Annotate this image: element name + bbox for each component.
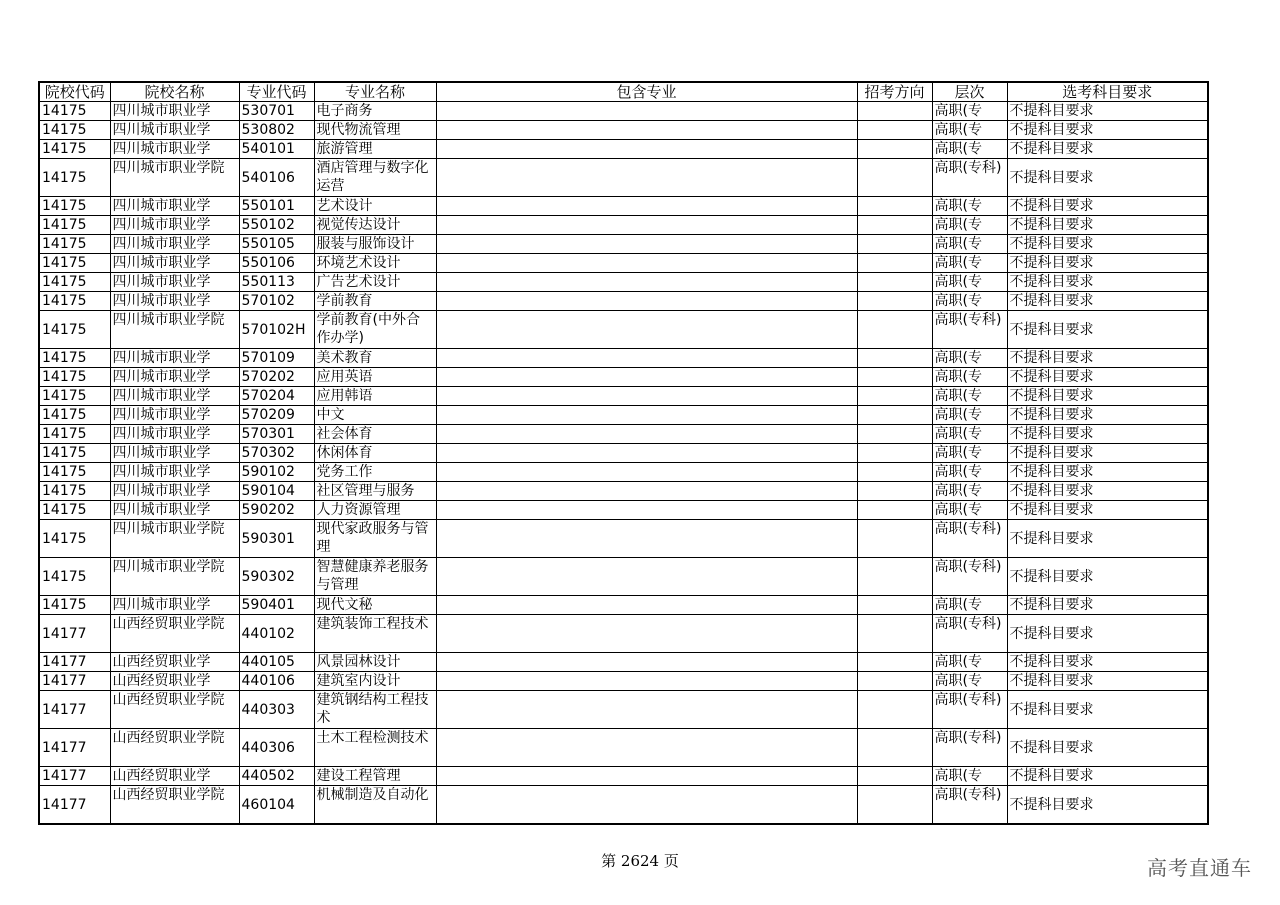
cell-major-code: 440306 xyxy=(239,729,314,767)
cell-school-name: 四川城市职业学 xyxy=(110,425,239,444)
cell-subject-requirement: 不提科目要求 xyxy=(1007,387,1208,406)
cell-school-name: 四川城市职业学 xyxy=(110,463,239,482)
cell-school-name: 四川城市职业学 xyxy=(110,292,239,311)
cell-direction xyxy=(857,482,932,501)
cell-level: 高职(专科) xyxy=(932,159,1007,197)
cell-major-name: 党务工作 xyxy=(314,463,436,482)
cell-direction xyxy=(857,463,932,482)
cell-major-name: 电子商务 xyxy=(314,102,436,121)
cell-direction xyxy=(857,558,932,596)
table-row xyxy=(39,159,1208,197)
cell-school-name: 四川城市职业学院 xyxy=(110,558,239,596)
header-subject-requirement: 选考科目要求 xyxy=(1007,82,1208,102)
cell-direction xyxy=(857,254,932,273)
cell-included-majors xyxy=(436,311,857,349)
cell-school-code: 14177 xyxy=(39,729,110,767)
cell-included-majors xyxy=(436,653,857,672)
cell-major-code: 570202 xyxy=(239,368,314,387)
cell-major-code: 590401 xyxy=(239,596,314,615)
table-row xyxy=(39,102,1208,121)
cell-school-code: 14175 xyxy=(39,596,110,615)
cell-major-code: 570302 xyxy=(239,444,314,463)
cell-included-majors xyxy=(436,387,857,406)
cell-school-name: 四川城市职业学 xyxy=(110,235,239,254)
table-row xyxy=(39,349,1208,368)
cell-school-name: 山西经贸职业学 xyxy=(110,653,239,672)
cell-major-code: 570102H xyxy=(239,311,314,349)
table-row xyxy=(39,729,1208,767)
cell-included-majors xyxy=(436,102,857,121)
cell-major-code: 550102 xyxy=(239,216,314,235)
cell-direction xyxy=(857,767,932,786)
cell-level: 高职(专 xyxy=(932,216,1007,235)
cell-major-name: 土木工程检测技术 xyxy=(314,729,436,767)
cell-school-code: 14175 xyxy=(39,102,110,121)
cell-major-name: 艺术设计 xyxy=(314,197,436,216)
cell-major-name: 人力资源管理 xyxy=(314,501,436,520)
cell-included-majors xyxy=(436,368,857,387)
cell-school-code: 14175 xyxy=(39,501,110,520)
cell-school-code: 14175 xyxy=(39,482,110,501)
table-row xyxy=(39,254,1208,273)
cell-school-code: 14175 xyxy=(39,216,110,235)
cell-direction xyxy=(857,159,932,197)
cell-subject-requirement: 不提科目要求 xyxy=(1007,425,1208,444)
cell-major-name: 社区管理与服务 xyxy=(314,482,436,501)
cell-direction xyxy=(857,197,932,216)
cell-included-majors xyxy=(436,197,857,216)
cell-school-code: 14175 xyxy=(39,463,110,482)
cell-school-code: 14175 xyxy=(39,520,110,558)
header-major-code: 专业代码 xyxy=(239,82,314,102)
cell-included-majors xyxy=(436,349,857,368)
cell-subject-requirement: 不提科目要求 xyxy=(1007,653,1208,672)
cell-level: 高职(专 xyxy=(932,482,1007,501)
cell-school-code: 14175 xyxy=(39,558,110,596)
cell-major-code: 440106 xyxy=(239,672,314,691)
cell-level: 高职(专 xyxy=(932,273,1007,292)
cell-school-name: 山西经贸职业学院 xyxy=(110,691,239,729)
cell-direction xyxy=(857,729,932,767)
table-row xyxy=(39,425,1208,444)
cell-included-majors xyxy=(436,520,857,558)
cell-level: 高职(专 xyxy=(932,425,1007,444)
cell-included-majors xyxy=(436,235,857,254)
cell-level: 高职(专 xyxy=(932,501,1007,520)
header-included-majors: 包含专业 xyxy=(436,82,857,102)
cell-subject-requirement: 不提科目要求 xyxy=(1007,520,1208,558)
cell-school-code: 14177 xyxy=(39,615,110,653)
cell-school-name: 四川城市职业学 xyxy=(110,121,239,140)
cell-major-code: 590202 xyxy=(239,501,314,520)
table-row xyxy=(39,121,1208,140)
cell-major-code: 530701 xyxy=(239,102,314,121)
table-row xyxy=(39,235,1208,254)
cell-major-code: 570204 xyxy=(239,387,314,406)
watermark-logo-text: 高考直通车 xyxy=(1147,856,1252,880)
cell-major-name: 环境艺术设计 xyxy=(314,254,436,273)
cell-included-majors xyxy=(436,254,857,273)
cell-major-code: 440502 xyxy=(239,767,314,786)
cell-major-name: 现代物流管理 xyxy=(314,121,436,140)
cell-included-majors xyxy=(436,121,857,140)
cell-subject-requirement: 不提科目要求 xyxy=(1007,216,1208,235)
cell-major-name: 美术教育 xyxy=(314,349,436,368)
cell-subject-requirement: 不提科目要求 xyxy=(1007,292,1208,311)
header-major-name: 专业名称 xyxy=(314,82,436,102)
cell-level: 高职(专科) xyxy=(932,729,1007,767)
cell-school-name: 山西经贸职业学 xyxy=(110,767,239,786)
cell-school-code: 14175 xyxy=(39,444,110,463)
cell-included-majors xyxy=(436,406,857,425)
admission-table xyxy=(38,81,1209,825)
cell-school-code: 14175 xyxy=(39,292,110,311)
table-row xyxy=(39,273,1208,292)
cell-school-code: 14175 xyxy=(39,387,110,406)
cell-subject-requirement: 不提科目要求 xyxy=(1007,197,1208,216)
cell-major-name: 酒店管理与数字化运营 xyxy=(314,159,436,197)
cell-school-code: 14175 xyxy=(39,235,110,254)
cell-major-name: 旅游管理 xyxy=(314,140,436,159)
cell-level: 高职(专 xyxy=(932,368,1007,387)
cell-level: 高职(专科) xyxy=(932,691,1007,729)
cell-subject-requirement: 不提科目要求 xyxy=(1007,729,1208,767)
cell-school-name: 山西经贸职业学院 xyxy=(110,729,239,767)
page-number: 第 2624 页 xyxy=(601,852,679,870)
cell-subject-requirement: 不提科目要求 xyxy=(1007,482,1208,501)
cell-major-name: 学前教育 xyxy=(314,292,436,311)
cell-major-name: 风景园林设计 xyxy=(314,653,436,672)
cell-school-name: 山西经贸职业学 xyxy=(110,672,239,691)
cell-included-majors xyxy=(436,786,857,825)
cell-school-name: 山西经贸职业学院 xyxy=(110,615,239,653)
cell-school-name: 四川城市职业学院 xyxy=(110,520,239,558)
cell-major-name: 应用韩语 xyxy=(314,387,436,406)
cell-included-majors xyxy=(436,501,857,520)
cell-included-majors xyxy=(436,216,857,235)
cell-school-code: 14177 xyxy=(39,691,110,729)
cell-level: 高职(专 xyxy=(932,672,1007,691)
cell-subject-requirement: 不提科目要求 xyxy=(1007,463,1208,482)
cell-major-code: 570102 xyxy=(239,292,314,311)
cell-major-code: 590302 xyxy=(239,558,314,596)
header-direction: 招考方向 xyxy=(857,82,932,102)
cell-subject-requirement: 不提科目要求 xyxy=(1007,767,1208,786)
cell-major-code: 440102 xyxy=(239,615,314,653)
cell-included-majors xyxy=(436,767,857,786)
header-school-code: 院校代码 xyxy=(39,82,110,102)
cell-school-code: 14175 xyxy=(39,140,110,159)
cell-direction xyxy=(857,406,932,425)
table-row xyxy=(39,292,1208,311)
cell-level: 高职(专 xyxy=(932,349,1007,368)
cell-subject-requirement: 不提科目要求 xyxy=(1007,368,1208,387)
cell-major-code: 460104 xyxy=(239,786,314,825)
cell-school-name: 四川城市职业学 xyxy=(110,216,239,235)
table-row xyxy=(39,653,1208,672)
cell-direction xyxy=(857,273,932,292)
cell-school-name: 四川城市职业学 xyxy=(110,102,239,121)
cell-school-code: 14175 xyxy=(39,159,110,197)
cell-level: 高职(专 xyxy=(932,463,1007,482)
header-school-name: 院校名称 xyxy=(110,82,239,102)
cell-level: 高职(专科) xyxy=(932,615,1007,653)
table-row xyxy=(39,615,1208,653)
cell-major-name: 现代文秘 xyxy=(314,596,436,615)
cell-included-majors xyxy=(436,482,857,501)
cell-subject-requirement: 不提科目要求 xyxy=(1007,406,1208,425)
table-row xyxy=(39,444,1208,463)
cell-included-majors xyxy=(436,444,857,463)
cell-school-name: 四川城市职业学 xyxy=(110,444,239,463)
cell-school-name: 四川城市职业学 xyxy=(110,596,239,615)
cell-direction xyxy=(857,501,932,520)
table-row xyxy=(39,558,1208,596)
cell-level: 高职(专 xyxy=(932,767,1007,786)
cell-subject-requirement: 不提科目要求 xyxy=(1007,311,1208,349)
cell-school-code: 14175 xyxy=(39,425,110,444)
cell-school-name: 四川城市职业学 xyxy=(110,273,239,292)
cell-major-code: 440105 xyxy=(239,653,314,672)
cell-level: 高职(专科) xyxy=(932,558,1007,596)
cell-included-majors xyxy=(436,425,857,444)
cell-school-name: 四川城市职业学 xyxy=(110,387,239,406)
cell-included-majors xyxy=(436,615,857,653)
table-header-row xyxy=(39,82,1208,102)
cell-school-code: 14177 xyxy=(39,786,110,825)
table-row xyxy=(39,197,1208,216)
table-row xyxy=(39,406,1208,425)
cell-major-code: 590104 xyxy=(239,482,314,501)
table-row xyxy=(39,387,1208,406)
cell-school-name: 四川城市职业学 xyxy=(110,254,239,273)
cell-school-code: 14175 xyxy=(39,254,110,273)
cell-major-code: 540101 xyxy=(239,140,314,159)
cell-school-name: 四川城市职业学 xyxy=(110,197,239,216)
cell-subject-requirement: 不提科目要求 xyxy=(1007,444,1208,463)
cell-level: 高职(专 xyxy=(932,387,1007,406)
table-row xyxy=(39,368,1208,387)
cell-school-code: 14177 xyxy=(39,653,110,672)
table-body xyxy=(39,102,1208,825)
table-row xyxy=(39,520,1208,558)
table-row xyxy=(39,596,1208,615)
cell-school-code: 14175 xyxy=(39,349,110,368)
cell-direction xyxy=(857,653,932,672)
cell-included-majors xyxy=(436,292,857,311)
cell-major-name: 视觉传达设计 xyxy=(314,216,436,235)
cell-major-code: 590102 xyxy=(239,463,314,482)
cell-school-code: 14177 xyxy=(39,672,110,691)
cell-major-name: 广告艺术设计 xyxy=(314,273,436,292)
cell-major-code: 590301 xyxy=(239,520,314,558)
cell-major-name: 社会体育 xyxy=(314,425,436,444)
cell-subject-requirement: 不提科目要求 xyxy=(1007,615,1208,653)
cell-included-majors xyxy=(436,273,857,292)
cell-major-name: 现代家政服务与管理 xyxy=(314,520,436,558)
cell-subject-requirement: 不提科目要求 xyxy=(1007,140,1208,159)
cell-direction xyxy=(857,596,932,615)
cell-school-name: 四川城市职业学 xyxy=(110,501,239,520)
cell-major-name: 建筑装饰工程技术 xyxy=(314,615,436,653)
cell-level: 高职(专 xyxy=(932,140,1007,159)
table-row xyxy=(39,140,1208,159)
cell-direction xyxy=(857,425,932,444)
cell-major-code: 540106 xyxy=(239,159,314,197)
cell-subject-requirement: 不提科目要求 xyxy=(1007,102,1208,121)
cell-level: 高职(专 xyxy=(932,121,1007,140)
table-row xyxy=(39,482,1208,501)
cell-school-code: 14175 xyxy=(39,121,110,140)
cell-direction xyxy=(857,615,932,653)
cell-subject-requirement: 不提科目要求 xyxy=(1007,121,1208,140)
cell-school-code: 14175 xyxy=(39,406,110,425)
cell-direction xyxy=(857,368,932,387)
cell-major-code: 530802 xyxy=(239,121,314,140)
cell-school-name: 山西经贸职业学院 xyxy=(110,786,239,825)
cell-level: 高职(专科) xyxy=(932,786,1007,825)
cell-included-majors xyxy=(436,558,857,596)
cell-level: 高职(专科) xyxy=(932,520,1007,558)
cell-direction xyxy=(857,444,932,463)
cell-level: 高职(专 xyxy=(932,102,1007,121)
cell-subject-requirement: 不提科目要求 xyxy=(1007,672,1208,691)
cell-school-code: 14177 xyxy=(39,767,110,786)
cell-direction xyxy=(857,140,932,159)
table-row xyxy=(39,691,1208,729)
cell-school-code: 14175 xyxy=(39,273,110,292)
cell-school-name: 四川城市职业学院 xyxy=(110,159,239,197)
cell-school-code: 14175 xyxy=(39,368,110,387)
cell-direction xyxy=(857,520,932,558)
cell-school-name: 四川城市职业学 xyxy=(110,140,239,159)
table-row xyxy=(39,786,1208,825)
table-row xyxy=(39,311,1208,349)
cell-level: 高职(专 xyxy=(932,292,1007,311)
cell-school-name: 四川城市职业学 xyxy=(110,349,239,368)
cell-direction xyxy=(857,387,932,406)
cell-major-name: 休闲体育 xyxy=(314,444,436,463)
cell-level: 高职(专 xyxy=(932,197,1007,216)
cell-major-name: 学前教育(中外合作办学) xyxy=(314,311,436,349)
cell-direction xyxy=(857,121,932,140)
cell-major-code: 570301 xyxy=(239,425,314,444)
cell-subject-requirement: 不提科目要求 xyxy=(1007,558,1208,596)
cell-major-code: 550105 xyxy=(239,235,314,254)
cell-school-code: 14175 xyxy=(39,311,110,349)
cell-subject-requirement: 不提科目要求 xyxy=(1007,159,1208,197)
cell-major-name: 服装与服饰设计 xyxy=(314,235,436,254)
cell-subject-requirement: 不提科目要求 xyxy=(1007,349,1208,368)
cell-direction xyxy=(857,216,932,235)
cell-level: 高职(专 xyxy=(932,254,1007,273)
cell-level: 高职(专科) xyxy=(932,311,1007,349)
cell-included-majors xyxy=(436,159,857,197)
cell-level: 高职(专 xyxy=(932,653,1007,672)
header-level: 层次 xyxy=(932,82,1007,102)
cell-school-name: 四川城市职业学 xyxy=(110,368,239,387)
cell-major-code: 550101 xyxy=(239,197,314,216)
cell-school-name: 四川城市职业学 xyxy=(110,406,239,425)
table-row xyxy=(39,501,1208,520)
table-row xyxy=(39,767,1208,786)
cell-level: 高职(专 xyxy=(932,596,1007,615)
cell-level: 高职(专 xyxy=(932,406,1007,425)
cell-included-majors xyxy=(436,672,857,691)
table-row xyxy=(39,672,1208,691)
cell-direction xyxy=(857,292,932,311)
table-row xyxy=(39,463,1208,482)
cell-major-name: 中文 xyxy=(314,406,436,425)
cell-major-code: 570109 xyxy=(239,349,314,368)
cell-subject-requirement: 不提科目要求 xyxy=(1007,596,1208,615)
cell-major-name: 智慧健康养老服务与管理 xyxy=(314,558,436,596)
cell-school-code: 14175 xyxy=(39,197,110,216)
cell-school-name: 四川城市职业学 xyxy=(110,482,239,501)
table-row xyxy=(39,216,1208,235)
cell-included-majors xyxy=(436,691,857,729)
cell-major-name: 建筑室内设计 xyxy=(314,672,436,691)
cell-direction xyxy=(857,672,932,691)
cell-subject-requirement: 不提科目要求 xyxy=(1007,691,1208,729)
cell-subject-requirement: 不提科目要求 xyxy=(1007,254,1208,273)
cell-included-majors xyxy=(436,729,857,767)
cell-major-name: 建筑钢结构工程技术 xyxy=(314,691,436,729)
cell-major-code: 550113 xyxy=(239,273,314,292)
cell-direction xyxy=(857,349,932,368)
cell-major-code: 570209 xyxy=(239,406,314,425)
cell-included-majors xyxy=(436,463,857,482)
cell-subject-requirement: 不提科目要求 xyxy=(1007,786,1208,825)
cell-direction xyxy=(857,786,932,825)
cell-level: 高职(专 xyxy=(932,235,1007,254)
cell-included-majors xyxy=(436,140,857,159)
cell-direction xyxy=(857,102,932,121)
cell-school-name: 四川城市职业学院 xyxy=(110,311,239,349)
cell-direction xyxy=(857,311,932,349)
cell-major-name: 建设工程管理 xyxy=(314,767,436,786)
cell-included-majors xyxy=(436,596,857,615)
cell-subject-requirement: 不提科目要求 xyxy=(1007,273,1208,292)
cell-direction xyxy=(857,235,932,254)
cell-direction xyxy=(857,691,932,729)
cell-major-name: 机械制造及自动化 xyxy=(314,786,436,825)
cell-subject-requirement: 不提科目要求 xyxy=(1007,501,1208,520)
cell-level: 高职(专 xyxy=(932,444,1007,463)
cell-major-name: 应用英语 xyxy=(314,368,436,387)
cell-major-code: 550106 xyxy=(239,254,314,273)
cell-subject-requirement: 不提科目要求 xyxy=(1007,235,1208,254)
cell-major-code: 440303 xyxy=(239,691,314,729)
